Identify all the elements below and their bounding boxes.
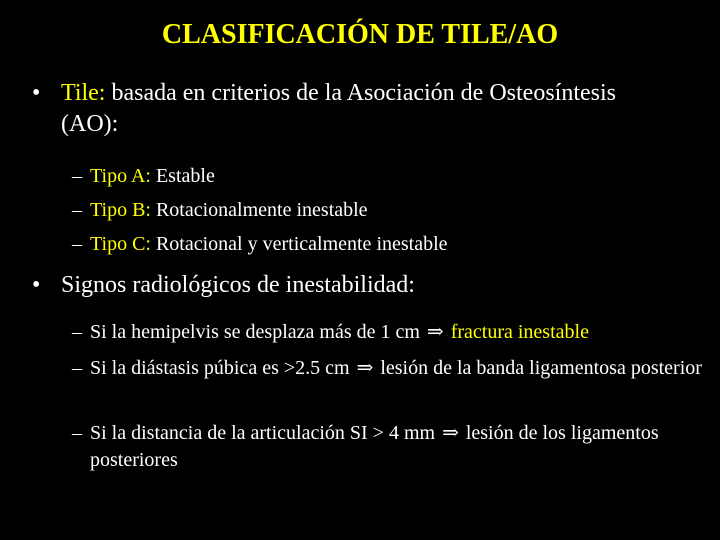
sub-bullet-dash: –	[72, 199, 82, 221]
sub-bullet-text: Si la hemipelvis se desplaza más de 1 cm	[90, 321, 425, 343]
implies-arrow-icon: ⇒	[426, 321, 444, 343]
bullet-text	[61, 78, 672, 140]
sub-bullet-diastasis	[72, 355, 702, 382]
sub-bullet-tipo-b	[72, 197, 702, 224]
sub-bullet-text: Si la diástasis púbica es >2.5 cm	[90, 357, 355, 379]
sub-bullet-result: lesión de la banda ligamentosa posterior	[375, 357, 702, 379]
sub-bullet-tipo-c	[72, 231, 702, 258]
sub-bullet-result: lesión de los ligamentos posteriores	[90, 422, 659, 471]
sub-bullet-hemipelvis	[72, 319, 702, 346]
sub-bullet-text: Si la distancia de la articulación SI > 4 mm	[90, 422, 441, 444]
bullet-dot: •	[32, 80, 41, 106]
implies-arrow-icon: ⇒	[442, 422, 459, 444]
slide-title: CLASIFICACIÓN DE TILE/AO	[161, 19, 559, 50]
bullet-description: basada en criterios de la Asociación de Osteosíntesis (AO):	[61, 80, 616, 137]
implies-arrow-icon: ⇒	[356, 357, 374, 379]
sub-bullet-term: Tipo A:	[90, 165, 151, 187]
sub-bullet-text: Rotacional y verticalmente inestable	[150, 233, 448, 255]
sub-bullet-dash: –	[72, 165, 82, 187]
sub-bullet-distancia	[72, 420, 702, 474]
bullet-tile	[32, 78, 672, 140]
sub-bullet-tipo-a	[72, 163, 702, 190]
bullet-dot: •	[32, 272, 41, 298]
sub-bullet-dash: –	[72, 422, 82, 444]
sub-bullet-dash: –	[72, 357, 82, 379]
bullet-text: Signos radiológicos de inestabilidad:	[61, 272, 415, 298]
sub-bullet-highlight: fractura inestable	[445, 321, 589, 343]
sub-bullet-term: Tipo C:	[90, 233, 151, 255]
sub-bullet-dash: –	[72, 233, 82, 255]
bullet-signos	[32, 270, 672, 301]
sub-bullet-dash: –	[72, 321, 82, 343]
sub-bullet-text: Rotacionalmente inestable	[150, 199, 368, 221]
sub-bullet-term: Tipo B:	[90, 199, 151, 221]
bullet-term: Tile:	[61, 80, 106, 106]
sub-bullet-text: Estable	[150, 165, 215, 187]
